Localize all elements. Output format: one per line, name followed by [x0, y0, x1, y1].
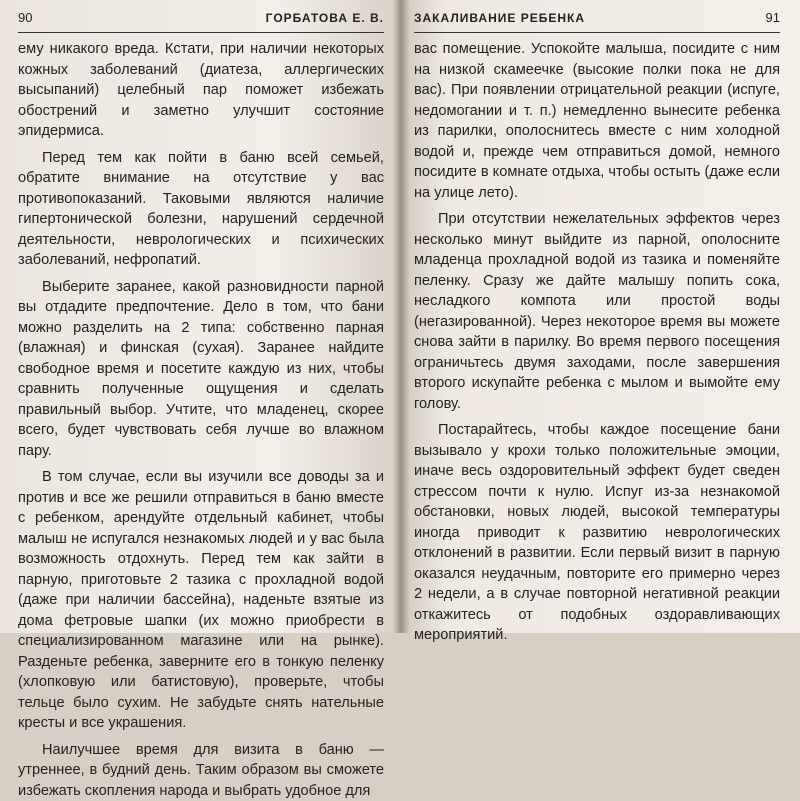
paragraph: В том случае, если вы изучили все доводы за и против и все же решили отправиться в баню вместе с ребенком, арендуйте отдельный кабинет, чтобы малыш не испугался незнакомых людей и у вас была возможность отдохнуть. Перед тем как зайти в парную, приготовьте 2 тазика с прохладной водой (даже при наличии бассейна), наденьте взятые из дома фетровые шапки (их можно приобрести в специализированном магазине или на рынке). Разденьте ребенка, заверните его в тонкую пеленку (хлопковую или батистовую), проверьте, чтобы тельце было сухим. Не забудьте снять нательные кресты и все украшения.: [18, 467, 384, 734]
paragraph: Постарайтесь, чтобы каждое посещение бани вызывало у крохи только положительные эмоции, иначе весь оздоровительный эффект будет сведен стрессом почти к нулю. Испуг из-за незнакомой обстановки, новых людей, высокой температуры иногда приводит к развитию неврологических отклонений в развитии. Если первый визит в парную оказался неудачным, повторите его примерно через 2 недели, а в случае повторной негативной реакции откажитесь от подобных оздоравливающих мероприятий.: [414, 420, 780, 646]
right-running-head: ЗАКАЛИВАНИЕ РЕБЕНКА: [414, 11, 585, 25]
paragraph: Перед тем как пойти в баню всей семьей, обратите внимание на отсутствие у вас противопоказаний. Таковыми являются наличие гипертонической болезни, нарушений сердечной деятельности, неврологических и психических заболеваний, нефропатий.: [18, 148, 384, 271]
right-page-header: [414, 10, 780, 33]
right-page-number: 91: [766, 10, 780, 25]
paragraph: вас помещение. Успокойте малыша, посидите с ним на низкой скамеечке (высокие полки пока не для вас). При появлении отрицательной реакции (испуге, недомогании и т. п.) немедленно вынесите ребенка из парилки, ополоснитесь вместе с ним холодной водой и, прежде чем отправиться домой, немного посидите в комнате отдыха, чтобы остыть (даже если на улице лето).: [414, 39, 780, 203]
right-page-text: [414, 39, 780, 646]
paragraph: При отсутствии нежелательных эффектов через несколько минут выйдите из парной, ополосните младенца прохладной водой из тазика и поменяйте пеленку. Сразу же дайте малышу попить сока, несладкого компота или простой воды (негазированной). Через некоторое время вы можете снова зайти в парилку. Во время первого посещения ограничьтесь двумя заходами, после завершения второго искупайте ребенка с мылом и вымойте ему голову.: [414, 209, 780, 414]
left-page-number: 90: [18, 10, 32, 25]
left-page-header: [18, 10, 384, 33]
left-running-head: ГОРБАТОВА Е. В.: [266, 11, 384, 25]
left-page-text: [18, 39, 384, 801]
left-page: [0, 0, 398, 633]
paragraph: Выберите заранее, какой разновидности парной вы отдадите предпочтение. Дело в том, что бани можно разделить на 2 типа: собственно парная (влажная) и финская (сухая). Заранее найдите свободное время и посетите каждую из них, чтобы сравнить полученные ощущения и сделать правильный выбор. Учтите, что младенец, скорее всего, будет чувствовать себя лучше во влажном пару.: [18, 277, 384, 462]
paragraph: ему никакого вреда. Кстати, при наличии некоторых кожных заболеваний (диатеза, аллергических высыпаний) целебный пар поможет избежать обострений и заметно улучшит состояние эпидермиса.: [18, 39, 384, 142]
paragraph: Наилучшее время для визита в баню — утреннее, в будний день. Таким образом вы сможете избежать скопления народа и выбрать удобное для: [18, 740, 384, 801]
right-page: [398, 0, 800, 633]
